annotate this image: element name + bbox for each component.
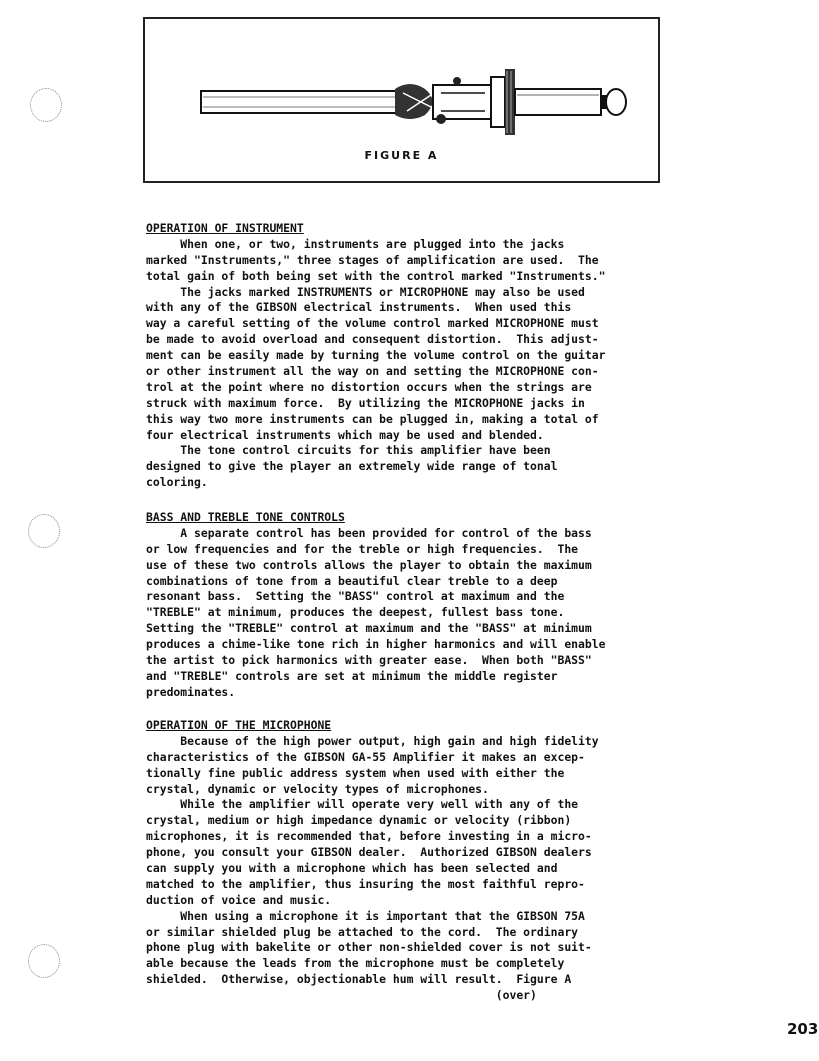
text-line: trol at the point where no distortion occurs when the strings are [146,379,592,394]
text-line: A separate control has been provided for control of the bass [146,525,592,540]
text-line: with any of the GIBSON electrical instruments. When used this [146,300,572,315]
text-line: matched to the amplifier, thus insuring the most faithful repro- [146,876,585,891]
text-line: While the amplifier will operate very well with any of the [146,797,579,812]
section-bass-and-treble-tone-controls [146,510,686,701]
text-line: (over) [146,988,537,1003]
section-heading: BASS AND TREBLE TONE CONTROLS [146,510,345,524]
text-line: Setting the "TREBLE" control at maximum and the "BASS" at minimum [146,621,592,636]
punch-hole-middle [28,514,60,548]
text-line: predominates. [146,684,236,699]
section-heading: OPERATION OF INSTRUMENT [146,221,304,235]
text-line: or low frequencies and for the treble or high frequencies. The [146,541,579,556]
text-line: be made to avoid overload and consequent distortion. This adjust- [146,332,599,347]
text-line: total gain of both being set with the control marked "Instruments." [146,268,606,283]
text-line: phone plug with bakelite or other non-shielded cover is not suit- [146,940,592,955]
text-line: duction of voice and music. [146,892,332,907]
text-line: able because the leads from the microphone must be completely [146,956,565,971]
text-line: characteristics of the GIBSON GA-55 Amplifier it makes an excep- [146,749,585,764]
text-line: resonant bass. Setting the "BASS" control at maximum and the [146,589,565,604]
text-line: the artist to pick harmonics with greater ease. When both "BASS" [146,653,592,668]
section-operation-of-the-microphone [146,718,686,1004]
text-line: combinations of tone from a beautiful clear treble to a deep [146,573,558,588]
text-line: can supply you with a microphone which has been selected and [146,861,558,876]
text-line: way a careful setting of the volume control marked MICROPHONE must [146,316,599,331]
text-line: When using a microphone it is important that the GIBSON 75A [146,908,585,923]
text-line: The tone control circuits for this amplifier have been [146,443,551,458]
punch-hole-bottom [28,944,60,978]
figure-caption: FIGURE A [364,149,439,162]
text-line: The jacks marked INSTRUMENTS or MICROPHONE may also be used [146,284,585,299]
text-line: or similar shielded plug be attached to the cord. The ordinary [146,924,579,939]
text-line: tionally fine public address system when used with either the [146,765,565,780]
text-line: use of these two controls allows the player to obtain the maximum [146,557,592,572]
text-line: marked "Instruments," three stages of amplification are used. The [146,252,599,267]
text-line: ment can be easily made by turning the volume control on the guitar [146,348,606,363]
section-operation-of-instrument [146,221,686,491]
page-number: 203 [787,1020,819,1038]
text-line: designed to give the player an extremely wide range of tonal [146,459,558,474]
text-line: phone, you consult your GIBSON dealer. Authorized GIBSON dealers [146,845,592,860]
text-line: When one, or two, instruments are plugged into the jacks [146,236,565,251]
text-line: coloring. [146,475,208,490]
text-line: "TREBLE" at minimum, produces the deepest, fullest bass tone. [146,605,565,620]
text-line: shielded. Otherwise, objectionable hum will result. Figure A [146,972,572,987]
punch-hole-top [30,88,62,122]
text-line: or other instrument all the way on and setting the MICROPHONE con- [146,364,599,379]
text-line: crystal, medium or high impedance dynamic or velocity (ribbon) [146,813,572,828]
text-line: microphones, it is recommended that, before investing in a micro- [146,829,592,844]
section-heading: OPERATION OF THE MICROPHONE [146,718,332,732]
text-line: four electrical instruments which may be used and blended. [146,427,544,442]
text-line: and "TREBLE" controls are set at minimum the middle register [146,668,558,683]
text-line: crystal, dynamic or velocity types of microphones. [146,781,489,796]
text-line: this way two more instruments can be plugged in, making a total of [146,411,599,426]
text-line: Because of the high power output, high gain and high fidelity [146,733,599,748]
figure-a [143,17,660,183]
text-line: produces a chime-like tone rich in higher harmonics and will enable [146,637,606,652]
text-line: struck with maximum force. By utilizing the MICROPHONE jacks in [146,395,585,410]
